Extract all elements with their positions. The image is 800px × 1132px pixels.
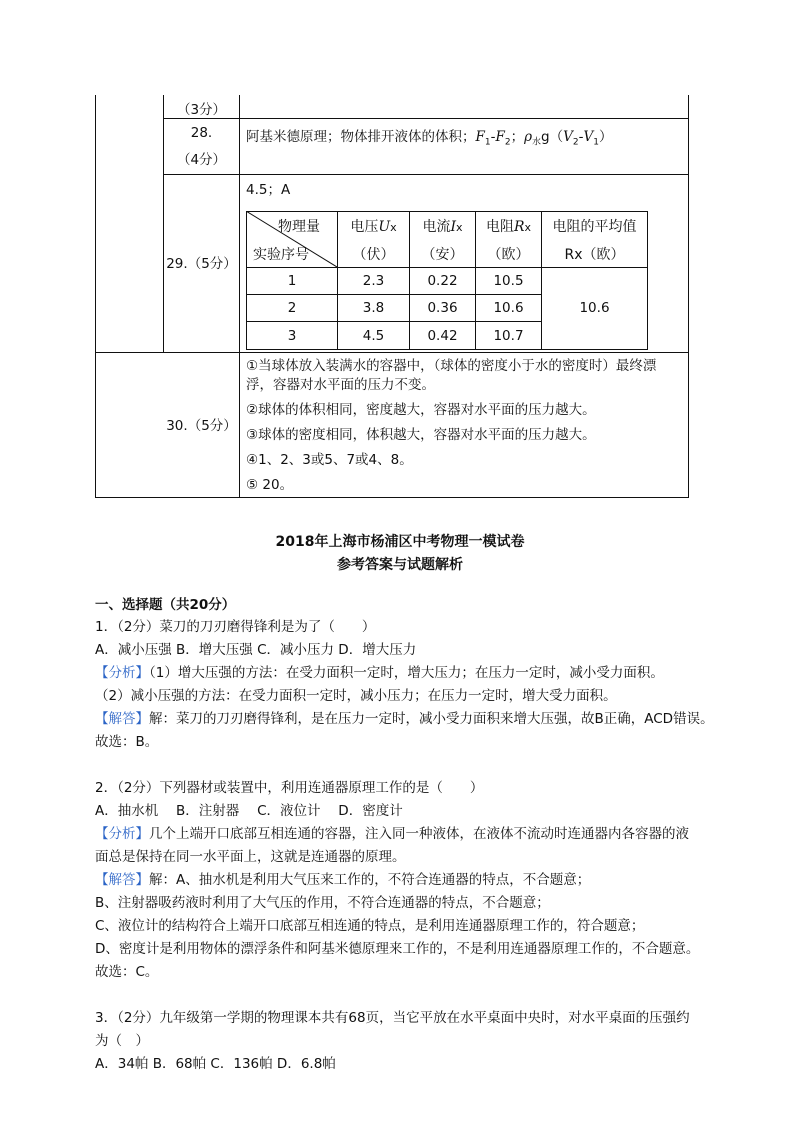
header-current: 电流Ix bbox=[422, 219, 463, 235]
question-1-analysis-2: （2）减小压强的方法：在受力面积一定时，减小压力；在压力一定时，增大受力面积。 bbox=[95, 688, 617, 704]
table-cell: 0.36 bbox=[427, 300, 458, 316]
table-cell: 3.8 bbox=[362, 300, 385, 316]
question-3-stem-2: 为（ ） bbox=[95, 1033, 149, 1049]
question-2-solution-b: B、注射器吸药液时利用了大气压的作用，不符合连通器的特点，不合题意； bbox=[95, 895, 550, 911]
table-cell: 3 bbox=[287, 328, 297, 344]
question-1-choice: 故选：B。 bbox=[95, 734, 159, 750]
question-number: 29.（5分） bbox=[166, 256, 237, 272]
document-subtitle: 参考答案与试题解析 bbox=[337, 557, 463, 573]
question-2-options: A．抽水机 B．注射器 C．液位计 D．密度计 bbox=[95, 803, 403, 819]
header-current-unit: （安） bbox=[421, 247, 464, 263]
header-resistance: 电阻Rx bbox=[485, 219, 532, 235]
question-1-analysis: 【分析】（1）增大压强的方法：在受力面积一定时，增大压力；在压力一定时，减小受力面积。 bbox=[95, 665, 664, 681]
corner-header-top: 物理量 bbox=[278, 219, 320, 235]
header-voltage-unit: （伏） bbox=[352, 247, 395, 263]
table-border-bottom bbox=[95, 497, 689, 498]
question-1-stem: 1．（2分）菜刀的刀刃磨得锋利是为了（ ） bbox=[95, 619, 376, 635]
table-cell: 10.5 bbox=[493, 273, 524, 289]
table-rule bbox=[163, 118, 689, 119]
question-number: 30.（5分） bbox=[166, 418, 237, 434]
question-3-options: A．34帕 B．68帕 C．136帕 D．6.8帕 bbox=[95, 1056, 336, 1072]
header-average-unit: Rx（欧） bbox=[564, 247, 625, 263]
question-score: （4分） bbox=[176, 152, 227, 168]
question-number: （3分） bbox=[176, 102, 227, 118]
corner-header-bottom: 实验序号 bbox=[253, 247, 309, 263]
table-cell: 1 bbox=[287, 273, 297, 289]
header-average: 电阻的平均值 bbox=[552, 219, 637, 235]
answer-text: 阿基米德原理；物体排开液体的体积；$F_1-F_2$；$\rho_水g(V_2-V_1)$ bbox=[246, 129, 613, 148]
section-heading: 一、选择题（共20分） bbox=[95, 597, 236, 613]
table-cell: 0.22 bbox=[427, 273, 458, 289]
question-number: 28. bbox=[190, 125, 213, 141]
table-border-right bbox=[688, 95, 689, 498]
header-resistance-unit: （欧） bbox=[487, 247, 530, 263]
table-cell: 4.5 bbox=[362, 328, 385, 344]
document-title: 2018年上海市杨浦区中考物理一模试卷 bbox=[275, 534, 525, 550]
table-cell: 0.42 bbox=[427, 328, 458, 344]
question-2-solution-d: D、密度计是利用物体的漂浮条件和阿基米德原理来工作的，不是利用连通器原理工作的，不合题意。 bbox=[95, 941, 700, 957]
table-rule bbox=[163, 174, 689, 175]
table-cell: 10.6 bbox=[493, 300, 524, 316]
question-1-options: A．减小压强 B．增大压强 C．减小压力 D．增大压力 bbox=[95, 642, 417, 658]
table-border-left bbox=[95, 95, 96, 498]
table-rule bbox=[95, 352, 689, 353]
question-2-analysis: 【分析】几个上端开口底部互相连通的容器，注入同一种液体，在液体不流动时连通器内各容器的液 bbox=[95, 826, 689, 842]
question-1-solution: 【解答】解：菜刀的刀刃磨得锋利，是在压力一定时，减小受力面积来增大压强，故B正确，ACD错误。 bbox=[95, 711, 714, 727]
average-value: 10.6 bbox=[579, 300, 610, 316]
question-2-analysis-2: 面总是保持在同一水平面上，这就是连通器的原理。 bbox=[95, 849, 406, 865]
question-2-stem: 2．（2分）下列器材或装置中，利用连通器原理工作的是（ ） bbox=[95, 780, 484, 796]
answer-text: ①当球体放入装满水的容器中，（球体的密度小于水的密度时）最终漂 浮，容器对水平面的压力不变。 ②球体的体积相同，密度越大，容器对水平面的压力越大。 ③球体的密度相同，体积越大，容器对水平面的压力越大。 ④1、2、3或5、7或4、8。 ⑤ 20。 bbox=[246, 358, 657, 493]
table-cell: 2.3 bbox=[362, 273, 385, 289]
question-2-choice: 故选：C。 bbox=[95, 964, 159, 980]
question-2-solution: 【解答】解：A、抽水机是利用大气压来工作的，不符合连通器的特点，不合题意； bbox=[95, 872, 591, 888]
header-voltage: 电压Ux bbox=[350, 219, 397, 235]
question-2-solution-c: C、液位计的结构符合上端开口底部互相连通的特点，是利用连通器原理工作的，符合题意； bbox=[95, 918, 645, 934]
answer-text: 4.5；A bbox=[246, 182, 291, 198]
table-cell: 10.7 bbox=[493, 328, 524, 344]
table-divider bbox=[239, 95, 240, 498]
question-3-stem: 3．（2分）九年级第一学期的物理课本共有68页，当它平放在水平桌面中央时，对水平桌面的压强约 bbox=[95, 1010, 690, 1026]
table-cell: 2 bbox=[287, 300, 297, 316]
